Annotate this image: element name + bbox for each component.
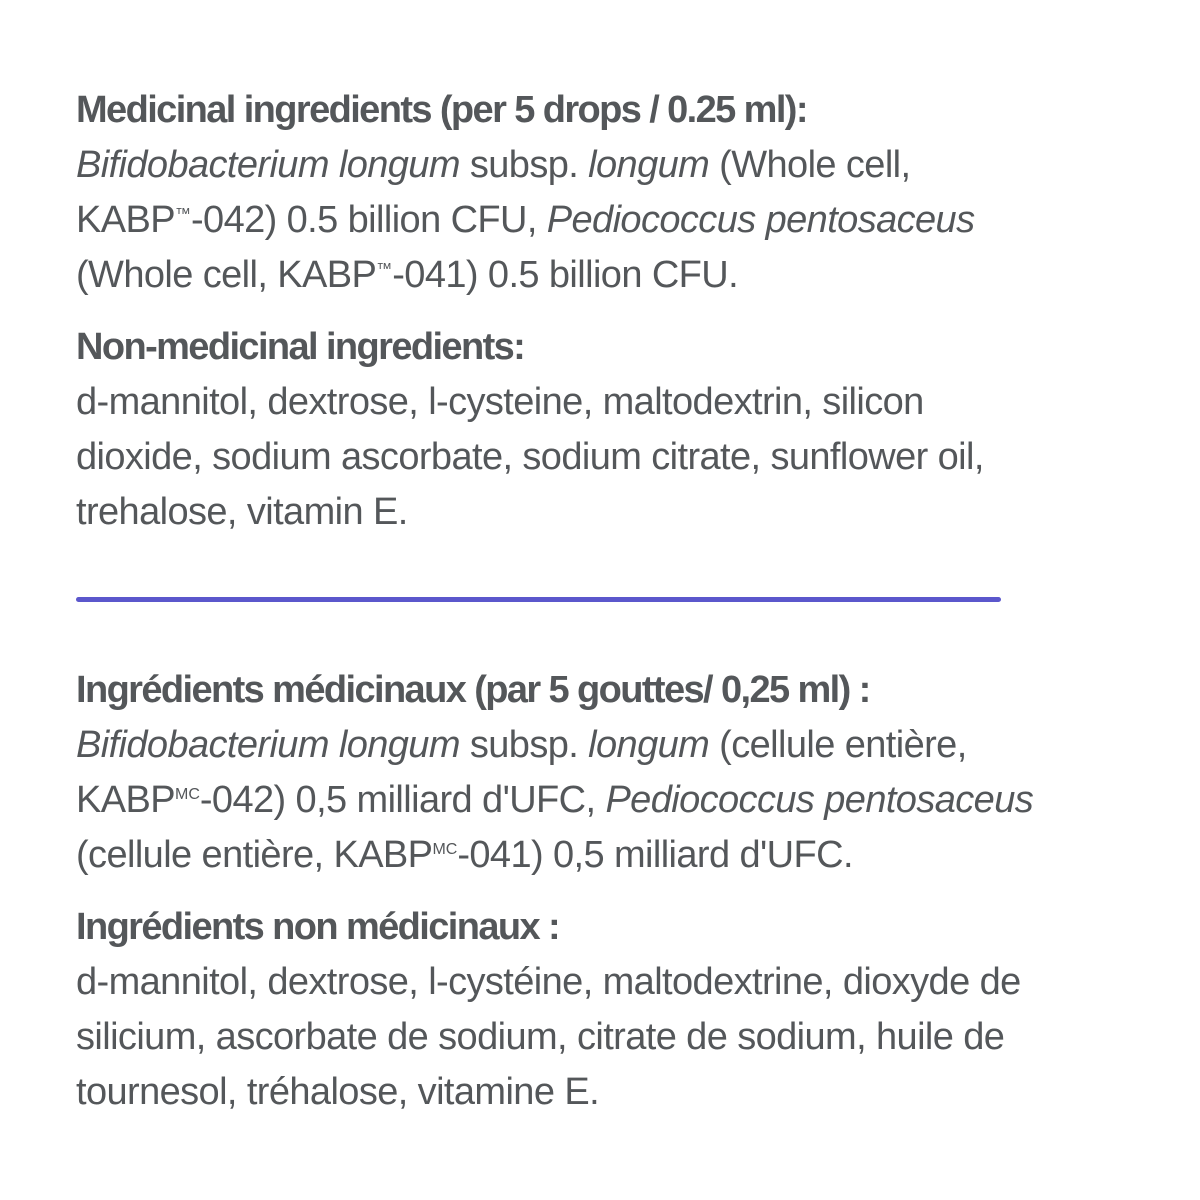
text-segment: trehalose, vitamin E. — [76, 491, 408, 533]
text-segment: KABP — [76, 199, 175, 241]
trademark-mark: MC — [174, 786, 200, 803]
text-line — [76, 1010, 1176, 1065]
text-segment: -041) 0,5 milliard d'UFC. — [457, 834, 853, 876]
text-segment: KABP — [76, 779, 175, 821]
text-line — [76, 485, 1176, 540]
text-segment: -042) 0,5 milliard d'UFC, — [199, 779, 606, 821]
text-segment: d-mannitol, dextrose, l-cysteine, maltodextrin, silicon — [76, 381, 924, 423]
trademark-mark: MC — [432, 841, 458, 858]
species-name: longum — [588, 144, 710, 186]
text-line — [76, 375, 1176, 430]
trademark-mark: ™ — [376, 261, 393, 278]
french-nonmedicinal — [76, 900, 1176, 1120]
text-segment: (Whole cell, KABP — [76, 254, 377, 296]
medicinal-text-en — [76, 138, 1176, 303]
nonmedicinal-heading-fr: Ingrédients non médicinaux : — [76, 906, 560, 948]
text-segment: subsp. — [459, 724, 589, 766]
text-segment: -042) 0.5 billion CFU, — [190, 199, 547, 241]
text-segment: subsp. — [459, 144, 589, 186]
species-name: Pediococcus pentosaceus — [605, 779, 1034, 821]
text-line — [76, 193, 1176, 248]
text-segment: d-mannitol, dextrose, l-cystéine, maltodextrine, dioxyde de — [76, 961, 1021, 1003]
medicinal-heading-en: Medicinal ingredients (per 5 drops / 0.25 ml): — [76, 89, 807, 131]
english-medicinal — [76, 83, 1176, 303]
text-segment: dioxide, sodium ascorbate, sodium citrate, sunflower oil, — [76, 436, 984, 478]
french-medicinal — [76, 663, 1176, 883]
species-name: longum — [588, 724, 710, 766]
nonmedicinal-text-en — [76, 375, 1176, 540]
species-name: Bifidobacterium longum — [76, 144, 460, 186]
text-segment: silicium, ascorbate de sodium, citrate de sodium, huile de — [76, 1016, 1005, 1058]
english-nonmedicinal — [76, 320, 1176, 540]
text-segment: (cellule entière, KABP — [76, 834, 433, 876]
french-section — [76, 663, 1176, 1137]
text-segment: (Whole cell, — [709, 144, 911, 186]
section-divider — [76, 597, 1001, 602]
text-line — [76, 1065, 1176, 1120]
nonmedicinal-heading-en: Non-medicinal ingredients: — [76, 326, 525, 368]
text-segment: -041) 0.5 billion CFU. — [392, 254, 739, 296]
english-section — [76, 83, 1176, 557]
species-name: Bifidobacterium longum — [76, 724, 460, 766]
species-name: Pediococcus pentosaceus — [546, 199, 975, 241]
nonmedicinal-text-fr — [76, 955, 1176, 1120]
text-line — [76, 955, 1176, 1010]
text-line — [76, 248, 1176, 303]
medicinal-text-fr — [76, 718, 1176, 883]
text-line — [76, 828, 1176, 883]
text-segment: (cellule entière, — [709, 724, 967, 766]
trademark-mark: ™ — [174, 206, 191, 223]
text-segment: tournesol, tréhalose, vitamine E. — [76, 1071, 600, 1113]
text-line — [76, 138, 1176, 193]
text-line — [76, 430, 1176, 485]
medicinal-heading-fr: Ingrédients médicinaux (par 5 gouttes/ 0,25 ml) : — [76, 669, 870, 711]
text-line — [76, 718, 1176, 773]
text-line — [76, 773, 1176, 828]
